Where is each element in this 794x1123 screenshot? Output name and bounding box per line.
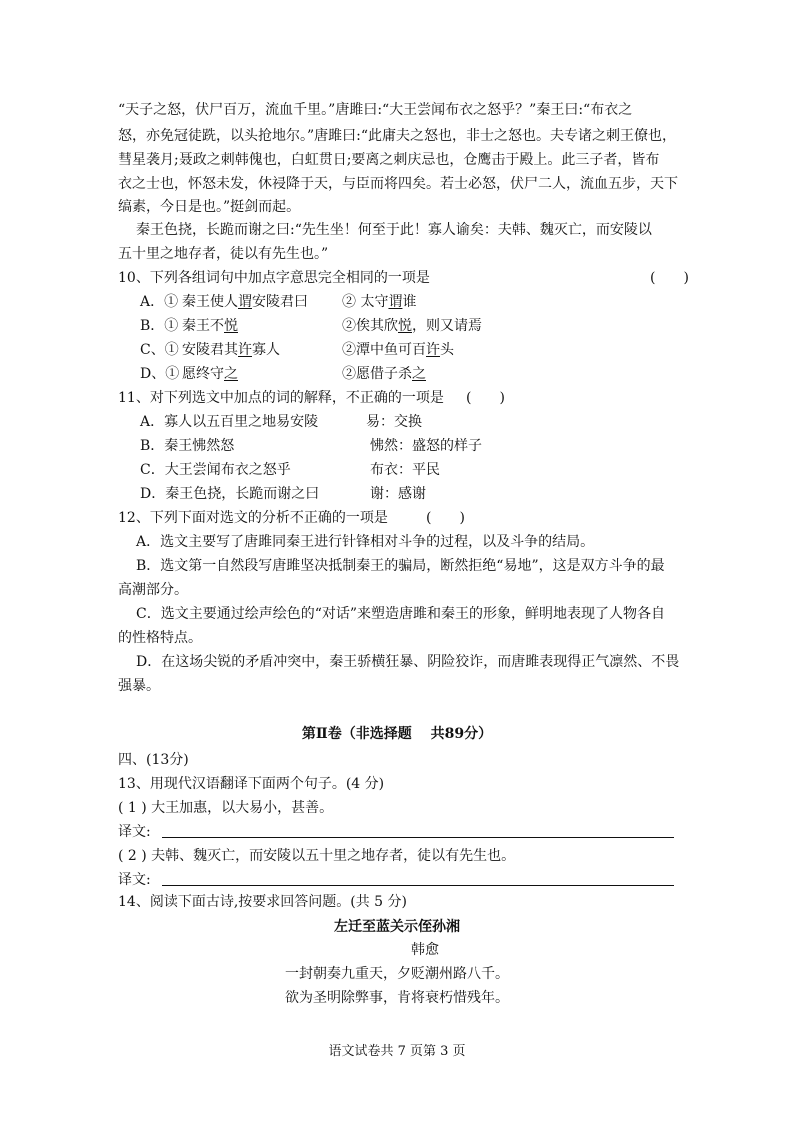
q11-option-b: B．秦王怫然怒 bbox=[140, 438, 235, 454]
q11-option-d: D．秦王色挠，长跪而谢之曰 bbox=[140, 486, 320, 502]
q10-option-left: 秦王不悦 bbox=[182, 318, 238, 334]
poem-author: 韩愈 bbox=[411, 942, 439, 958]
q11-option-c: C．大王尝闻布衣之怒乎 bbox=[140, 462, 291, 478]
q12-option-a: A．选文主要写了唐雎同秦王进行针锋相对斗争的过程，以及斗争的结局。 bbox=[136, 534, 595, 550]
q11-gloss-d: 谢：感谢 bbox=[370, 486, 426, 502]
q10-option-label: A．① bbox=[140, 294, 179, 310]
part-four-heading: 四、(13分) bbox=[118, 752, 189, 768]
q10-option-label: B．① bbox=[140, 318, 179, 334]
poem-title: 左迁至蓝关示侄孙湘 bbox=[334, 919, 460, 935]
q11-gloss-a: 易：交换 bbox=[366, 414, 422, 430]
q11-gloss-c: 布衣：平民 bbox=[370, 462, 440, 478]
passage-line-5: 缟素，今日是也。”挺剑而起。 bbox=[118, 199, 301, 215]
q11-option-a: A．寡人以五百里之地易安陵 bbox=[140, 414, 319, 430]
q13-answer-label-2: 译文: bbox=[118, 872, 151, 888]
q12-option-b: B．选文第一自然段写唐雎坚决抵制秦王的骗局，断然拒绝“易地”，这是双方斗争的最 bbox=[136, 558, 665, 574]
passage-line-2: 怒，亦免冠徒跣，以头抢地尔。”唐雎曰:“此庸夫之怒也，非士之怒也。夫专诸之刺王僚也， bbox=[118, 128, 677, 144]
q12-option-d: D．在这场尖锐的矛盾冲突中，秦王骄横狂暴、阴险狡诈，而唐雎表现得正气凛然、不畏 bbox=[136, 654, 680, 670]
q14-stem: 14、阅读下面古诗,按要求回答问题。(共 5 分) bbox=[118, 894, 407, 910]
q11-answer-paren: ( ) bbox=[466, 390, 505, 406]
q12-option-b-cont: 高潮部分。 bbox=[118, 582, 188, 598]
q10-option-label: D、① bbox=[140, 366, 180, 382]
q12-answer-paren: ( ) bbox=[426, 510, 465, 526]
q13-stem: 13、用现代汉语翻译下面两个句子。(4 分) bbox=[118, 776, 385, 792]
passage-line-6: 秦王色挠，长跪而谢之曰:“先生坐！何至于此！寡人谕矣：夫韩、魏灭亡，而安陵以 bbox=[136, 222, 652, 238]
q13-answer-label-1: 译文: bbox=[118, 824, 151, 840]
page-footer: 语文试卷共 7 页第 3 页 bbox=[328, 1044, 466, 1059]
q12-option-d-cont: 强暴。 bbox=[118, 678, 160, 694]
poem-line-1: 一封朝奏九重天，夕贬潮州路八千。 bbox=[285, 966, 509, 982]
q10-stem: 10、下列各组词句中加点字意思完全相同的一项是 bbox=[118, 270, 430, 286]
passage-line-1: “天子之怒，伏尸百万，流血千里。”唐雎曰:“大王尝闻布衣之怒乎？”秦王曰:“布衣之 bbox=[118, 102, 633, 118]
q13-sentence-2: ( 2 ) 夫韩、魏灭亡，而安陵以五十里之地存者，徒以有先生也。 bbox=[118, 848, 516, 864]
q12-option-c-cont: 的性格特点。 bbox=[118, 630, 202, 646]
q13-sentence-1: ( 1 ) 大王加惠，以大易小，甚善。 bbox=[118, 800, 334, 816]
passage-line-7: 五十里之地存者，徒以有先生也。” bbox=[118, 246, 329, 262]
q10-answer-paren: ( ) bbox=[650, 270, 689, 286]
q10-option-left: 安陵君其许寡人 bbox=[182, 342, 280, 358]
passage-line-3: 彗星袭月;聂政之刺韩傀也，白虹贯日;要离之刺庆忌也，仓鹰击于殿上。此三子者，皆布 bbox=[118, 152, 660, 168]
q10-option-label: C、① bbox=[140, 342, 179, 358]
section-title: 第Ⅱ卷（非选择题 共89分） bbox=[301, 726, 493, 742]
q10-option-left: 秦王使人谓安陵君曰 bbox=[182, 294, 308, 310]
q12-option-c: C．选文主要通过绘声绘色的“对话”来塑造唐雎和秦王的形象，鲜明地表现了人物各自 bbox=[136, 606, 666, 622]
q11-gloss-b: 怫然：盛怒的样子 bbox=[370, 438, 482, 454]
answer-line-2[interactable] bbox=[162, 885, 674, 886]
q12-stem: 12、下列下面对选文的分析不正确的一项是 bbox=[118, 510, 388, 526]
q10-option-right: ②愿借子杀之 bbox=[342, 366, 426, 382]
q11-stem: 11、对下列选文中加点的词的解释，不正确的一项是 bbox=[118, 390, 444, 406]
q10-option-left: 愿终守之 bbox=[182, 366, 238, 382]
q10-option-right: ②俟其欣悦，则又请焉 bbox=[342, 318, 482, 334]
q10-option-right: ② 太守谓谁 bbox=[342, 294, 417, 310]
answer-line-1[interactable] bbox=[162, 837, 674, 838]
q10-option-right: ②潭中鱼可百许头 bbox=[342, 342, 454, 358]
poem-line-2: 欲为圣明除弊事，肯将衰朽惜残年。 bbox=[285, 990, 509, 1006]
passage-line-4: 衣之士也，怀怒未发，休祲降于天，与臣而将四矣。若士必怒，伏尸二人，流血五步，天下 bbox=[118, 176, 678, 192]
